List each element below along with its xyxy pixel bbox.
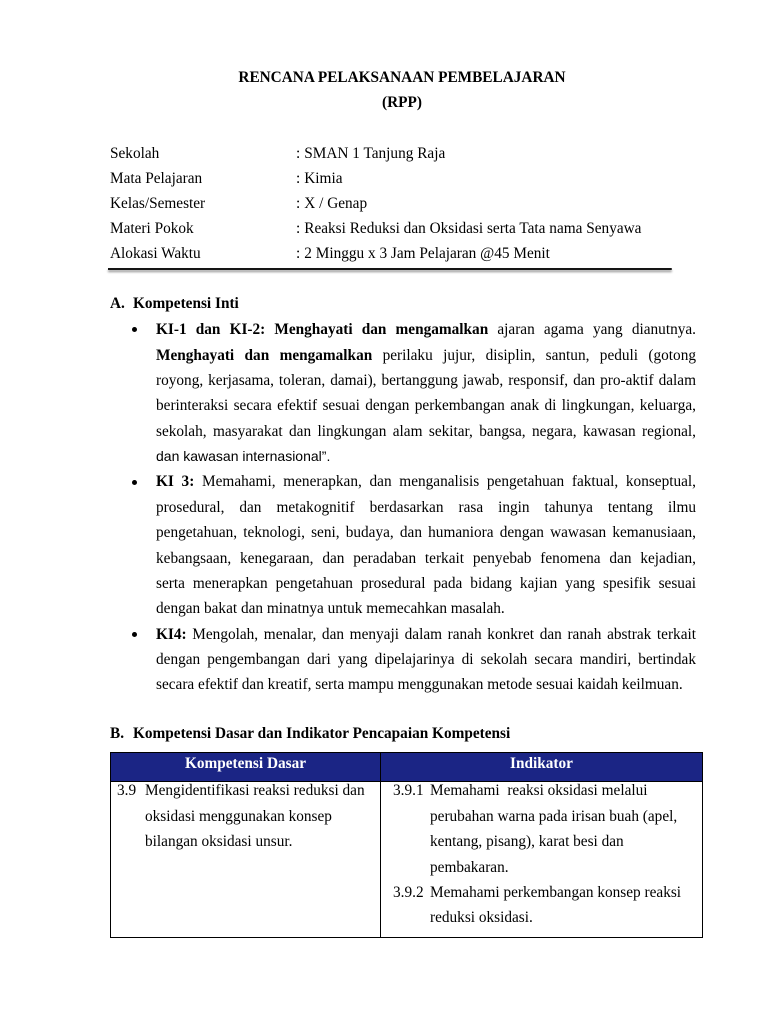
table-cell-indikator [393,778,698,930]
info-value: X / Genap [304,194,368,212]
ki-text-line: dengan pengembangan dari yang dipelajarinya di sekolah secara mandiri, bertindak [156,650,696,668]
indikator-text-line: perubahan warna pada irisan buah (apel, [430,807,678,825]
list-item [156,317,696,469]
indikator-text-line: kentang, pisang), karat besi dan [430,833,624,851]
kd-text-line: bilangan oksidasi unsur. [145,833,293,851]
info-label: Mata Pelajaran [110,169,203,187]
ki-text-line: pengetahuan, teknologi, seni, budaya, dan humaniora dengan wawasan kemanusiaan, [156,524,696,542]
indikator-text-line: pembakaran. [430,858,509,876]
column-divider [380,753,381,937]
list-item [156,469,696,621]
section-title: Kompetensi Dasar dan Indikator Pencapaian Kompetensi [133,724,511,742]
header-divider [108,268,672,270]
ki-text-line [156,469,696,494]
ki-text-line: prosedural, dan metakognitif berdasarkan rasa ingin tahunya tentang ilmu [156,498,696,516]
identity-table [110,141,694,266]
kompetensi-inti-list [156,317,696,697]
ki-text-line: serta menerapkan pengetahuan prosedural pada bidang kajian yang spesifik sesuai [156,574,696,592]
ki-text-line: kebangsaan, kenegaraan, dan peradaban terkait penyebab fenomena dan kejadian, [156,549,696,567]
ki-text-line [156,317,696,342]
document-subtitle: (RPP) [382,93,422,111]
info-value: Kimia [304,169,343,187]
info-label: Sekolah [110,144,160,162]
indikator-text-line: Memahami perkembangan konsep reaksi [430,883,682,901]
section-letter: A. [110,294,125,312]
info-row-mata-pelajaran [110,166,694,191]
bullet-icon [132,480,137,485]
info-label: Alokasi Waktu [110,244,201,262]
ki-bold-text: KI 3: [156,473,195,491]
ki-text: Mengolah, menalar, dan menyaji dalam ranah konkret dan ranah abstrak terkait [192,625,696,643]
table-header-indikator: Indikator [510,755,573,772]
ki-text-line: dengan bakat dan minatnya untuk memecahkan masalah. [156,600,505,618]
ki-text-line: secara efektif dan kreatif, serta mampu menggunakan metode sesuai kaidah keilmuan. [156,676,683,694]
info-row-materi-pokok [110,216,694,241]
kd-text-line: Mengidentifikasi reaksi reduksi dan [145,782,365,800]
info-row-alokasi-waktu [110,241,694,266]
table-cell-kompetensi-dasar [117,778,379,854]
table-header-kompetensi-dasar: Kompetensi Dasar [184,755,307,772]
section-title: Kompetensi Inti [133,294,239,312]
indikator-entry [393,880,698,931]
indikator-text [430,778,677,880]
bullet-icon [132,327,137,332]
info-label: Materi Pokok [110,219,194,237]
section-a-heading [110,291,239,316]
kd-text [145,778,365,854]
ki-text-line: sekolah, masyarakat dan lingkungan alam sekitar, bangsa, negara, kawasan regional, [156,422,696,440]
indikator-entry [393,778,698,880]
ki-bold-text: Menghayati dan mengamalkan [156,346,373,364]
ki-text-line [156,343,696,368]
info-value: SMAN 1 Tanjung Raja [304,144,446,162]
section-b-heading [110,721,510,746]
info-row-sekolah [110,141,694,166]
kd-number: 3.9 [117,782,137,800]
info-row-kelas-semester [110,191,694,216]
section-letter: B. [110,724,125,742]
ki-bold-text: KI4: [156,625,187,643]
indikator-number: 3.9.1 [393,782,424,800]
ki-text: Memahami, menerapkan, dan menganalisis pengetahuan faktual, konseptual, [202,473,696,491]
ki-text-line [156,622,696,647]
ki-text-line: dan kawasan internasional”. [156,448,331,465]
kd-text-line: oksidasi menggunakan konsep [145,807,332,825]
bullet-icon [132,632,137,637]
indikator-text-line: reduksi oksidasi. [430,909,533,927]
info-separator: : [296,194,301,212]
title-block [110,65,694,115]
list-item [156,622,696,698]
info-separator: : [296,244,301,262]
info-separator: : [296,169,301,187]
info-label: Kelas/Semester [110,194,206,212]
ki-text: ajaran agama yang dianutnya. [497,321,696,339]
info-value: Reaksi Reduksi dan Oksidasi serta Tata nama Senyawa [304,219,642,237]
indikator-text [430,880,681,931]
ki-bold-text: KI-1 dan KI-2: Menghayati dan mengamalkan [156,321,489,339]
info-separator: : [296,144,301,162]
document-title: RENCANA PELAKSANAAN PEMBELAJARAN [238,68,566,86]
ki-text-line: royong, kerjasama, toleran, damai), bertanggung jawab, responsif, dan pro-aktif dalam [156,372,696,390]
indikator-number: 3.9.2 [393,883,424,901]
ki-text: perilaku jujur, disiplin, santun, peduli (gotong [382,346,696,364]
kd-indikator-table [110,752,703,938]
kd-entry [117,778,379,854]
info-value: 2 Minggu x 3 Jam Pelajaran @45 Menit [304,244,550,262]
info-separator: : [296,219,301,237]
ki-text-line: berinteraksi secara efektif sesuai dengan perkembangan anak di lingkungan, keluarga, [156,397,696,415]
indikator-text-line: Memahami reaksi oksidasi melalui [430,782,648,800]
